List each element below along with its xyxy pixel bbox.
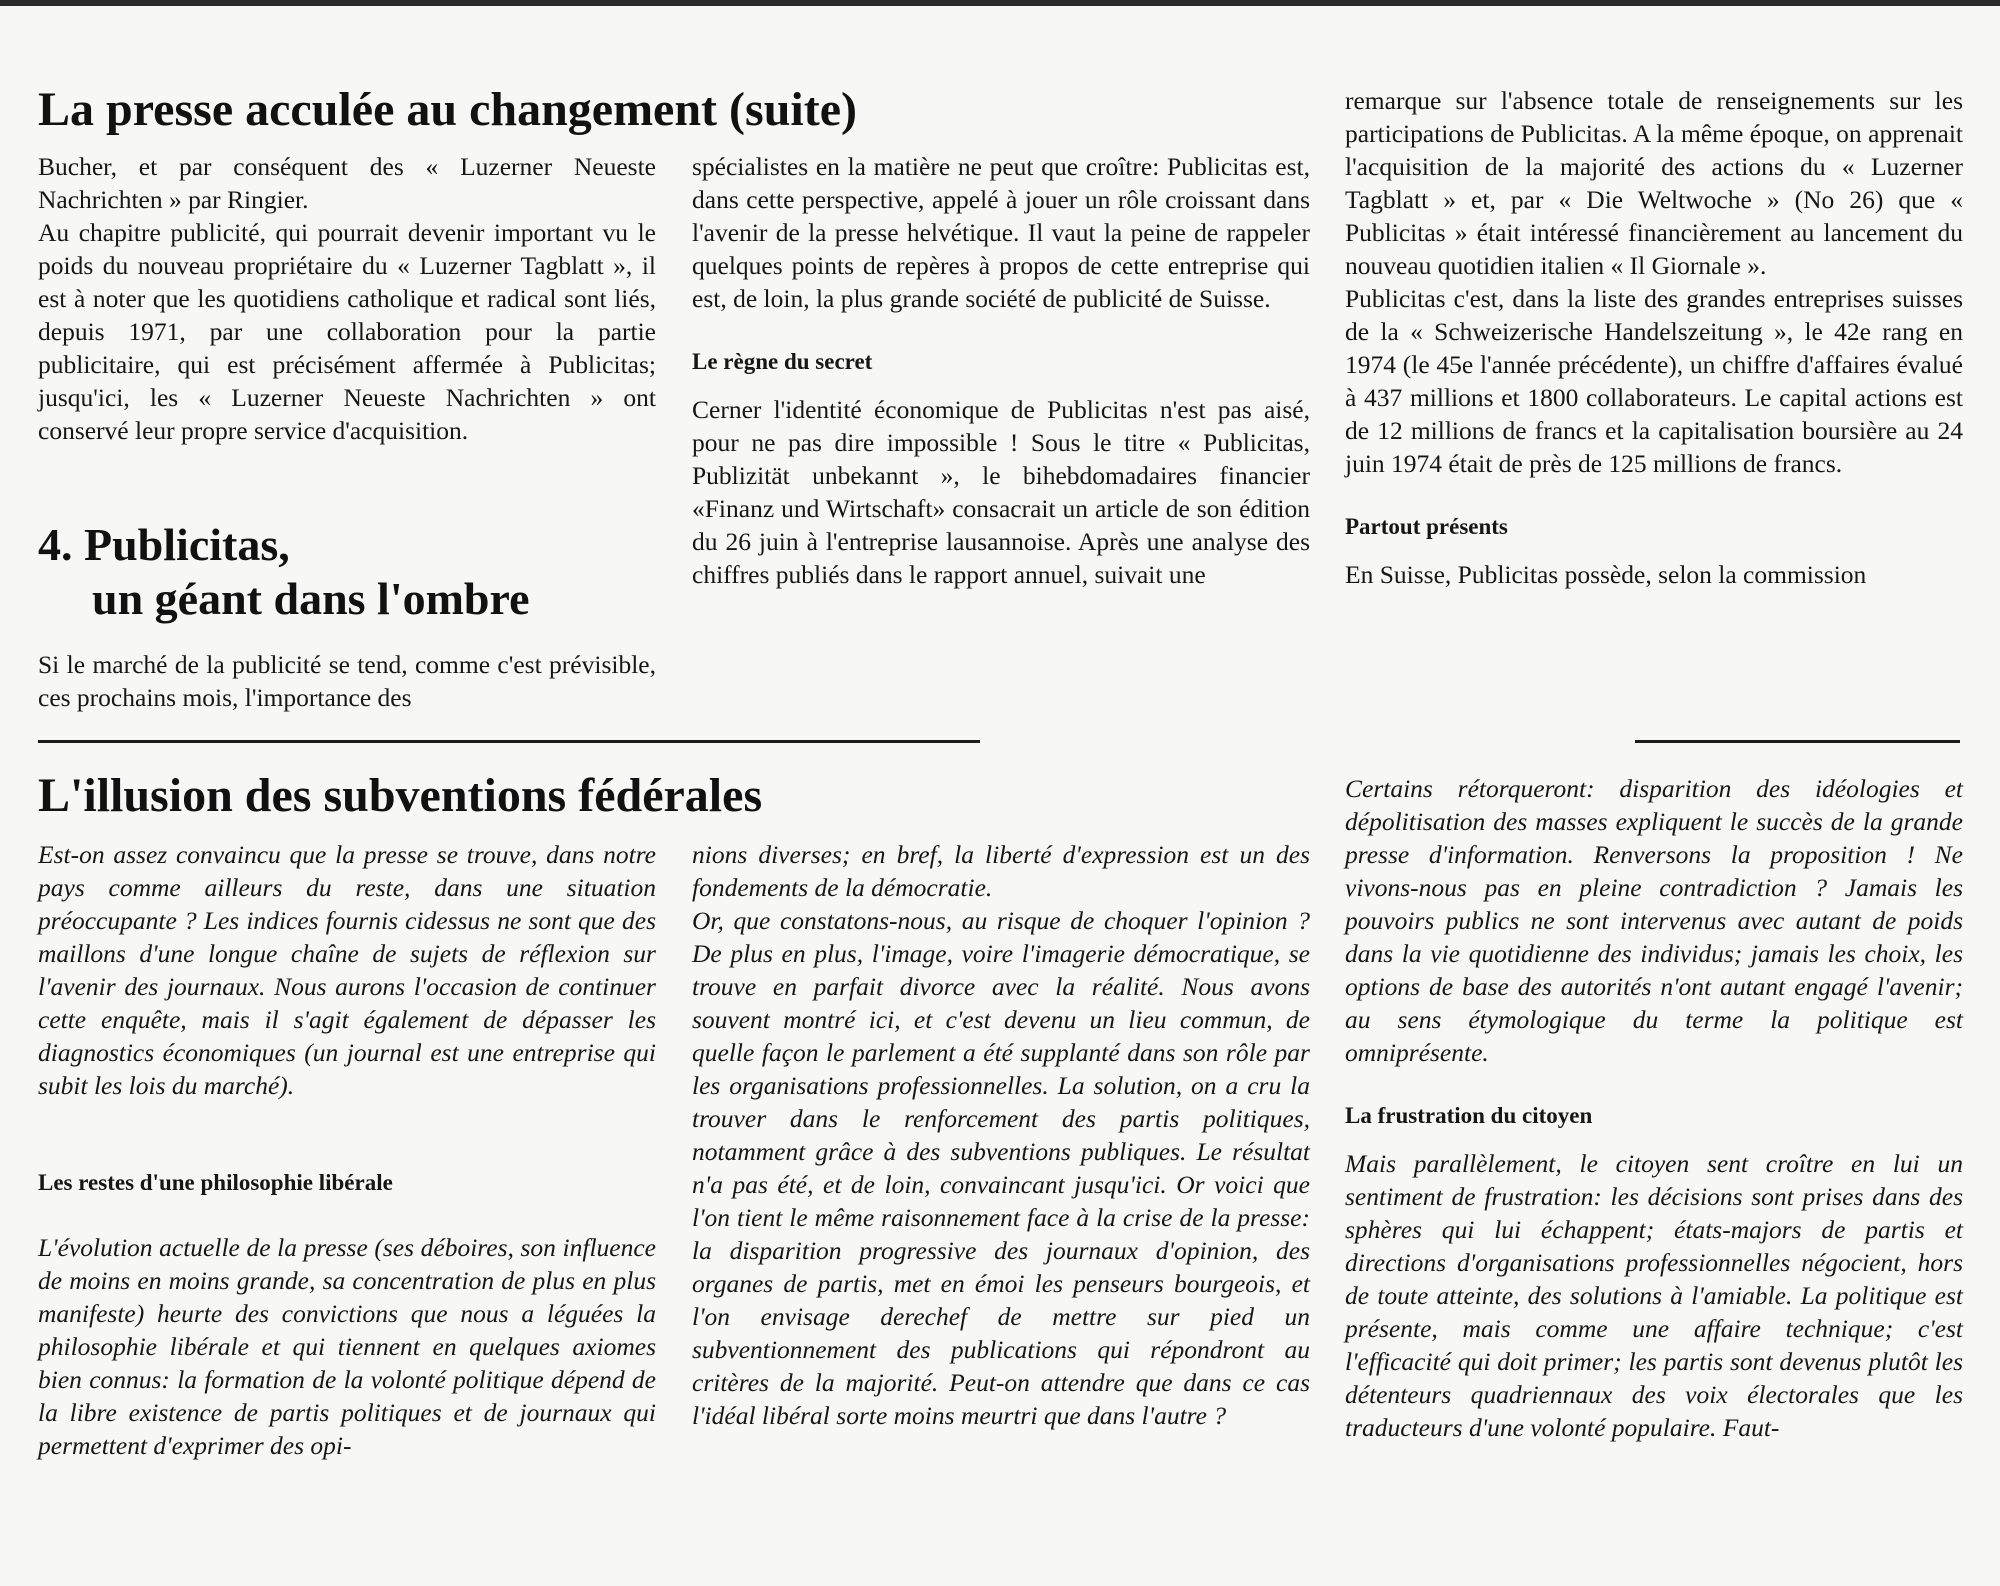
paragraph: En Suisse, Publicitas possède, selon la commission <box>1345 560 1867 589</box>
paragraph: Or, que constatons-nous, au risque de choquer l'opinion ? De plus en plus, l'image, voire l'imagerie démocratique, se trouve en parfait divorce avec la réalité. Nous avons souvent montré ici, et c'est devenu un lieu commun, de quelle façon le parlement a été supplanté dans son rôle par les organisations professionnelles. La solution, on a cru la trouver dans le renforcement des partis politiques, notamment grâce à des subventions publiques. Le résultat n'a pas été, et de loin, convaincant jusqu'ici. Or voici que l'on tient le même raisonnement face à la crise de la presse: la disparition progressive des journaux d'opinion, des organes de partis, met en émoi les penseurs bourgeois, et l'on envisage derechef de mettre sur pied un subventionnement des publications qui répondront au critères de la majorité. Peut-on attendre que dans ce cas l'idéal libéral sorte moins meurtri que dans l'autre ? <box>692 906 1310 1430</box>
paragraph: Mais parallèlement, le citoyen sent croître en lui un sentiment de frustration: les décisions sont prises dans des sphères qui lui échappent; états-majors de partis et directions d'organisations professionnelles négocient, hors de toute atteinte, des solutions à l'amiable. La politique est présente, mais comme une affaire technique; c'est l'efficacité qui doit primer; les partis sont devenus plutôt les détenteurs quadriennaux des voix électorales que les traducteurs d'une volonté populaire. Faut- <box>1345 1149 1963 1442</box>
paragraph: remarque sur l'absence totale de renseignements sur les participations de Publicitas. A la même époque, on apprenait l'acquisition de la majorité des actions du « Luzerner Tagblatt » et, par « Die Weltwoche » (No 26) que « Publicitas » était intéressé financièrement au lancement du nouveau quotidien italien « Il Giornale ». <box>1345 86 1963 280</box>
paragraph: Cerner l'identité économique de Publicitas n'est pas aisé, pour ne pas dire impossible ! Sous le titre « Publicitas, Publizität unbekannt », le bihebdomadaires financier «Finanz und Wirtschaft» consacrait un article de son édition du 26 juin à l'entreprise lausannoise. Après une analyse des chiffres publiés dans le rapport annuel, suivait une <box>692 395 1310 589</box>
subhead-partout: Partout présents <box>1345 514 1508 539</box>
article2-headline: L'illusion des subventions fédérales <box>38 769 763 822</box>
paragraph: Bucher, et par conséquent des « Luzerner Neueste Nachrichten » par Ringier. <box>38 152 656 214</box>
paragraph: Est-on assez convaincu que la presse se trouve, dans notre pays comme ailleurs du reste, dans une situation préoccupante ? Les indices fournis cidessus ne sont que des maillons d'une longue chaîne de sujets de réflexion sur l'avenir des journaux. Nous aurons l'occasion de continuer cette enquête, mais il s'agit également de dépasser les diagnostics économiques (un journal est une entreprise qui subit les lois du marché). <box>38 840 656 1100</box>
subhead-frustration: La frustration du citoyen <box>1345 1103 1593 1128</box>
article-divider-right <box>1635 740 1960 743</box>
subhead-restes: Les restes d'une philosophie libérale <box>38 1170 393 1195</box>
paragraph: L'évolution actuelle de la presse (ses déboires, son influence de moins en moins grande, sa concentration de plus en plus manifeste) heurte des convictions que nous a léguées la philosophie libérale et qui tiennent en quelques axiomes bien connus: la formation de la volonté politique dépend de la libre existence de partis politiques et de journaux qui permettent d'exprimer des opi- <box>38 1233 656 1460</box>
section4-title-line2: un géant dans l'ombre <box>92 573 530 624</box>
article1-column-2 <box>692 150 1310 591</box>
paragraph: nions diverses; en bref, la liberté d'expression est un des fondements de la démocratie. <box>692 840 1310 902</box>
section4-title <box>38 518 530 626</box>
article2-column-3 <box>1345 772 1963 1444</box>
top-border-rule <box>0 0 2000 6</box>
paragraph: Certains rétorqueront: disparition des idéologies et dépolitisation des masses expliquent le succès de la grande presse d'information. Renversons la proposition ! Ne vivons-nous pas en pleine contradiction ? Jamais les pouvoirs publics ne sont intervenus avec autant de poids dans la vie quotidienne des individus; jamais les choix, les options de base des autorités n'ont autant engagé l'avenir; au sens étymologique du terme la politique est omniprésente. <box>1345 774 1963 1067</box>
article2-column-1 <box>38 838 656 1462</box>
subhead-secret: Le règne du secret <box>692 349 873 374</box>
section4-title-line1: 4. Publicitas, <box>38 519 290 570</box>
paragraph: Publicitas c'est, dans la liste des grandes entreprises suisses de la « Schweizerische Handelszeitung », le 42e rang en 1974 (le 45e l'année précédente), un chiffre d'affaires évalué à 437 millions et 1800 collaborateurs. Le capital actions est de 12 millions de francs et la capitalisation boursière au 24 juin 1974 était de près de 125 millions de francs. <box>1345 284 1963 478</box>
article1-headline: La presse acculée au changement (suite) <box>38 83 857 136</box>
article1-column-1 <box>38 150 656 447</box>
paragraph: Au chapitre publicité, qui pourrait devenir important vu le poids du nouveau propriétaire du « Luzerner Tagblatt », il est à noter que les quotidiens catholique et radical sont liés, depuis 1971, par une collaboration pour la partie publicitaire, qui est précisément affermée à Publicitas; jusqu'ici, les « Luzerner Neueste Nachrichten » ont conservé leur propre service d'acquisition. <box>38 218 656 445</box>
paragraph: spécialistes en la matière ne peut que croître: Publicitas est, dans cette perspective, appelé à jouer un rôle croissant dans l'avenir de la presse helvétique. Il vaut la peine de rappeler quelques points de repères à propos de cette entreprise qui est, de loin, la plus grande société de publicité de Suisse. <box>692 152 1310 313</box>
article-divider-left <box>38 740 980 743</box>
article2-column-2 <box>692 838 1310 1432</box>
section4-paragraph-block <box>38 648 656 714</box>
paragraph: Si le marché de la publicité se tend, comme c'est prévisible, ces prochains mois, l'importance des <box>38 650 656 712</box>
article1-column-3 <box>1345 84 1963 591</box>
